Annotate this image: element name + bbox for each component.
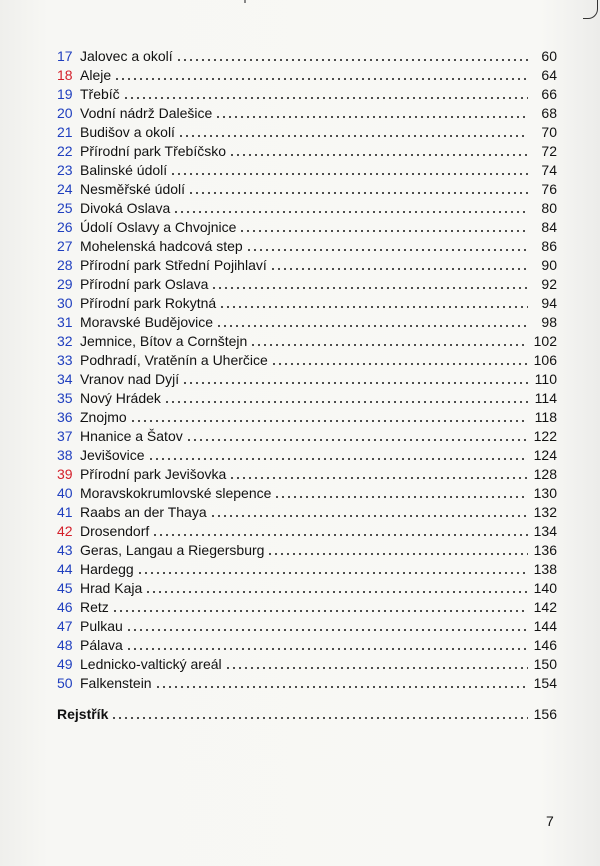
chapter-number: 24: [57, 181, 73, 197]
chapter-title: Údolí Oslavy a Chvojnice: [80, 219, 237, 235]
chapter-number: 50: [57, 675, 73, 691]
chapter-title: Přírodní park Třebíčsko: [80, 143, 227, 159]
chapter-number: 29: [57, 276, 73, 292]
toc-entry[interactable]: [57, 655, 557, 674]
dot-leader: [126, 617, 528, 631]
chapter-number: 27: [57, 238, 73, 254]
toc-entry[interactable]: [57, 522, 557, 541]
page-number: 7: [546, 813, 554, 829]
dot-leader: [267, 541, 528, 555]
chapter-title: Jemnice, Bítov a Cornštejn: [80, 333, 248, 349]
chapter-page: 98: [541, 314, 557, 330]
chapter-title: Přírodní park Rokytná: [80, 295, 217, 311]
chapter-title: Geras, Langau a Riegersburg: [80, 542, 265, 558]
chapter-page: 128: [533, 466, 557, 482]
chapter-number: 19: [57, 86, 73, 102]
toc-entry[interactable]: [57, 66, 557, 85]
toc-entry[interactable]: [57, 446, 557, 465]
dot-leader: [271, 351, 528, 365]
chapter-title: Falkenstein: [80, 675, 152, 691]
toc-entry[interactable]: [57, 161, 557, 180]
chapter-page: 122: [533, 428, 557, 444]
toc-entry[interactable]: [57, 389, 557, 408]
chapter-page: 74: [541, 162, 557, 178]
index-entry[interactable]: [57, 705, 557, 724]
chapter-title: Retz: [80, 599, 109, 615]
toc-entry[interactable]: [57, 256, 557, 275]
toc-entry[interactable]: [57, 503, 557, 522]
toc-entry[interactable]: [57, 408, 557, 427]
table-of-contents: [57, 47, 557, 693]
dot-leader: [211, 275, 528, 289]
chapter-number: 39: [57, 466, 73, 482]
index-title: Rejstřík: [57, 706, 109, 722]
chapter-title: Jevišovice: [80, 447, 145, 463]
dot-leader: [216, 313, 528, 327]
toc-entry[interactable]: [57, 180, 557, 199]
toc-entry[interactable]: [57, 237, 557, 256]
dot-leader: [111, 705, 528, 719]
chapter-page: 102: [533, 333, 557, 349]
chapter-page: 142: [533, 599, 557, 615]
chapter-number: 49: [57, 656, 73, 672]
chapter-page: 106: [533, 352, 557, 368]
page-corner-mark: [583, 0, 598, 19]
chapter-page: 130: [533, 485, 557, 501]
dot-leader: [148, 446, 528, 460]
dot-leader: [270, 256, 528, 270]
toc-entry[interactable]: [57, 636, 557, 655]
chapter-title: Divoká Oslava: [80, 200, 171, 216]
toc-entry[interactable]: [57, 541, 557, 560]
chapter-title: Přírodní park Oslava: [80, 276, 209, 292]
chapter-title: Třebíč: [80, 86, 120, 102]
chapter-title: Hrad Kaja: [80, 580, 143, 596]
toc-entry[interactable]: [57, 560, 557, 579]
toc-entry[interactable]: [57, 351, 557, 370]
chapter-page: 86: [541, 238, 557, 254]
chapter-page: 94: [541, 295, 557, 311]
toc-entry[interactable]: [57, 313, 557, 332]
chapter-title: Vodní nádrž Dalešice: [80, 105, 213, 121]
chapter-page: 64: [541, 67, 557, 83]
chapter-title: Raabs an der Thaya: [80, 504, 207, 520]
dot-leader: [210, 503, 528, 517]
chapter-title: Přírodní park Jevišovka: [80, 466, 227, 482]
toc-entry[interactable]: [57, 598, 557, 617]
chapter-number: 43: [57, 542, 73, 558]
chapter-title: Aleje: [80, 67, 112, 83]
chapter-page: 138: [533, 561, 557, 577]
toc-entry[interactable]: [57, 294, 557, 313]
chapter-number: 32: [57, 333, 73, 349]
chapter-number: 31: [57, 314, 73, 330]
chapter-title: Podhradí, Vratěnín a Uherčice: [80, 352, 268, 368]
dot-leader: [152, 522, 528, 536]
chapter-page: 80: [541, 200, 557, 216]
dot-leader: [215, 104, 528, 118]
dot-leader: [239, 218, 528, 232]
chapter-page: 144: [533, 618, 557, 634]
toc-entry[interactable]: [57, 465, 557, 484]
chapter-page: 60: [541, 48, 557, 64]
chapter-page: 68: [541, 105, 557, 121]
toc-entry[interactable]: [57, 427, 557, 446]
chapter-title: Moravské Budějovice: [80, 314, 214, 330]
dot-leader: [229, 465, 528, 479]
chapter-page: 150: [533, 656, 557, 672]
toc-entry[interactable]: [57, 123, 557, 142]
toc-entry[interactable]: [57, 199, 557, 218]
chapter-number: 46: [57, 599, 73, 615]
chapter-page: 114: [534, 390, 557, 406]
chapter-number: 42: [57, 523, 73, 539]
chapter-title: Nový Hrádek: [80, 390, 161, 406]
chapter-title: Znojmo: [80, 409, 127, 425]
chapter-title: Moravskokrumlovské slepence: [80, 485, 272, 501]
toc-entry[interactable]: [57, 275, 557, 294]
toc-entry[interactable]: [57, 484, 557, 503]
chapter-number: 23: [57, 162, 73, 178]
chapter-number: 48: [57, 637, 73, 653]
scan-mark: [244, 0, 246, 3]
chapter-title: Vranov nad Dyjí: [80, 371, 180, 387]
toc-entry[interactable]: [57, 332, 557, 351]
chapter-number: 41: [57, 504, 73, 520]
chapter-number: 21: [57, 124, 73, 140]
dot-leader: [176, 47, 528, 61]
dot-leader: [126, 636, 528, 650]
dot-leader: [182, 370, 528, 384]
chapter-number: 37: [57, 428, 73, 444]
chapter-title: Mohelenská hadcová step: [80, 238, 243, 254]
dot-leader: [246, 237, 528, 251]
chapter-page: 66: [541, 86, 557, 102]
dot-leader: [137, 560, 528, 574]
chapter-number: 26: [57, 219, 73, 235]
chapter-number: 22: [57, 143, 73, 159]
chapter-page: 140: [533, 580, 557, 596]
chapter-number: 36: [57, 409, 73, 425]
chapter-title: Jalovec a okolí: [80, 48, 173, 64]
dot-leader: [155, 674, 528, 688]
chapter-page: 110: [534, 371, 557, 387]
toc-entry[interactable]: [57, 104, 557, 123]
dot-leader: [225, 655, 528, 669]
toc-entry[interactable]: [57, 218, 557, 237]
dot-leader: [178, 123, 528, 137]
chapter-page: 132: [533, 504, 557, 520]
chapter-page: 136: [533, 542, 557, 558]
dot-leader: [173, 199, 528, 213]
dot-leader: [114, 66, 528, 80]
toc-entry[interactable]: [57, 674, 557, 693]
dot-leader: [186, 427, 528, 441]
chapter-page: 84: [541, 219, 557, 235]
chapter-page: 70: [541, 124, 557, 140]
chapter-title: Přírodní park Střední Pojihlaví: [80, 257, 267, 273]
dot-leader: [170, 161, 528, 175]
dot-leader: [123, 85, 528, 99]
dot-leader: [274, 484, 528, 498]
dot-leader: [164, 389, 528, 403]
dot-leader: [250, 332, 528, 346]
chapter-title: Hardegg: [80, 561, 134, 577]
chapter-number: 20: [57, 105, 73, 121]
chapter-number: 18: [57, 67, 73, 83]
chapter-title: Pálava: [80, 637, 123, 653]
chapter-number: 40: [57, 485, 73, 501]
chapter-page: 118: [534, 409, 557, 425]
chapter-number: 35: [57, 390, 73, 406]
chapter-title: Budišov a okolí: [80, 124, 175, 140]
chapter-page: 92: [541, 276, 557, 292]
chapter-number: 30: [57, 295, 73, 311]
chapter-number: 28: [57, 257, 73, 273]
toc-entry[interactable]: [57, 47, 557, 66]
chapter-title: Lednicko-valtický areál: [80, 656, 222, 672]
dot-leader: [130, 408, 528, 422]
dot-leader: [112, 598, 528, 612]
toc-entry[interactable]: [57, 579, 557, 598]
chapter-number: 38: [57, 447, 73, 463]
chapter-page: 124: [533, 447, 557, 463]
toc-entry[interactable]: [57, 142, 557, 161]
dot-leader: [145, 579, 528, 593]
chapter-number: 47: [57, 618, 73, 634]
chapter-page: 134: [533, 523, 557, 539]
chapter-title: Drosendorf: [80, 523, 150, 539]
chapter-page: 76: [541, 181, 557, 197]
toc-entry[interactable]: [57, 85, 557, 104]
chapter-number: 34: [57, 371, 73, 387]
chapter-title: Pulkau: [80, 618, 123, 634]
chapter-page: 154: [533, 675, 557, 691]
chapter-title: Hnanice a Šatov: [80, 428, 183, 444]
chapter-page: 146: [533, 637, 557, 653]
dot-leader: [188, 180, 528, 194]
toc-entry[interactable]: [57, 370, 557, 389]
chapter-number: 45: [57, 580, 73, 596]
chapter-number: 25: [57, 200, 73, 216]
chapter-page: 90: [541, 257, 557, 273]
chapter-number: 17: [57, 48, 73, 64]
toc-entry[interactable]: [57, 617, 557, 636]
dot-leader: [219, 294, 528, 308]
chapter-title: Nesměřské údolí: [80, 181, 186, 197]
chapter-number: 33: [57, 352, 73, 368]
index-page: 156: [533, 706, 557, 722]
chapter-title: Balinské údolí: [80, 162, 168, 178]
chapter-page: 72: [541, 143, 557, 159]
dot-leader: [229, 142, 528, 156]
chapter-number: 44: [57, 561, 73, 577]
